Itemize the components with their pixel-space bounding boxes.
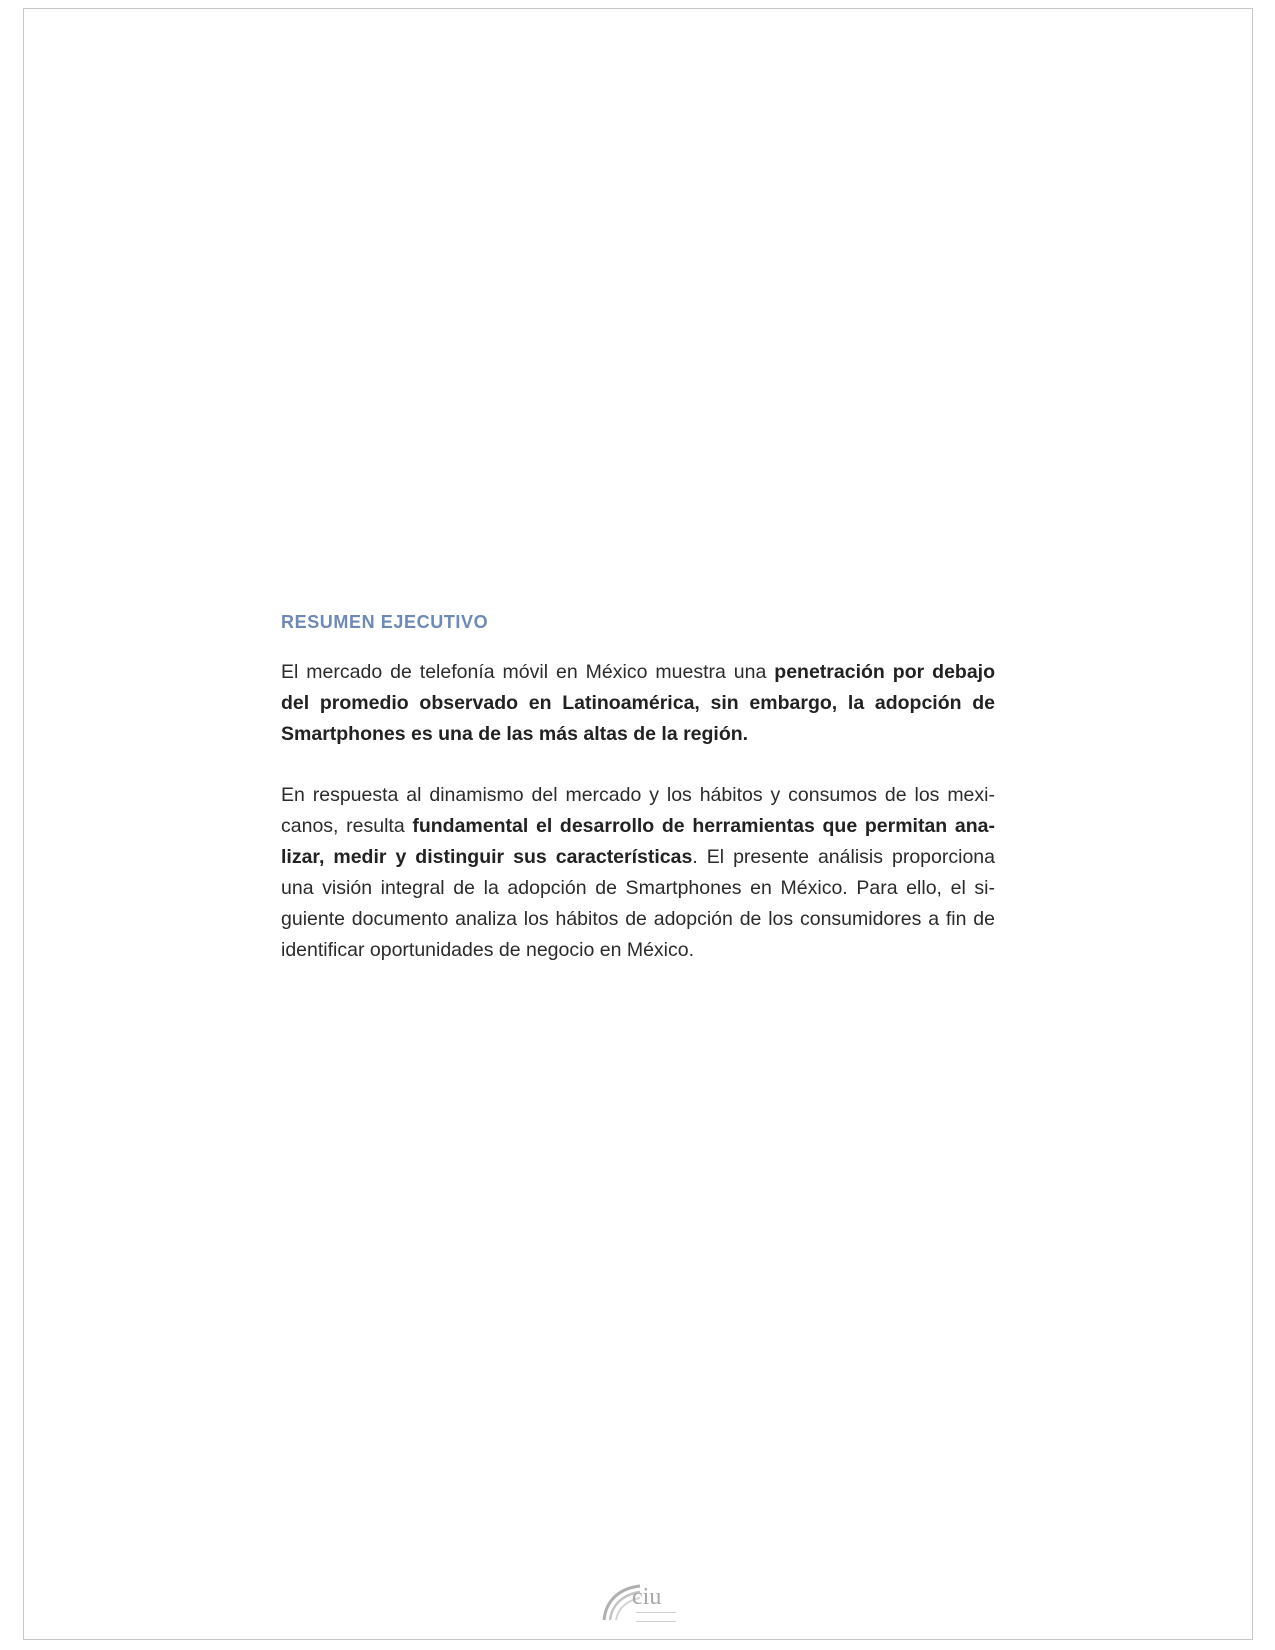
paragraph-analysis-purpose [281,780,995,966]
paragraph-bold-text: fundamental el desarrollo de herramientas que permitan analizar, medir y distinguir sus características [281,815,995,868]
section-heading: RESUMEN EJECUTIVO [281,612,489,632]
paragraph-text: El mercado de telefonía móvil en México muestra una [281,661,775,683]
logo-tagline-lines [636,1612,676,1622]
paragraph-bold-text: penetración por debajo del promedio observado en Latinoamérica, sin embargo, la adopción de Smartphones es una de las más altas de la región. [281,661,995,745]
logo-wordmark: ciu [632,1584,662,1610]
paragraph-text: En respuesta al dinamismo del mercado y los hábitos y consumos de los mexicanos, resulta [281,784,995,837]
paragraph-text: . El presente análisis proporciona una visión integral de la adopción de Smartphones en México. Para ello, el siguiente documento analiza los hábitos de adopción de los consumidores a fin de identificar oportunidades de negocio en México. [281,846,995,961]
paragraph-market-penetration [281,657,995,750]
ciu-logo [600,1582,680,1628]
executive-summary-section [281,612,995,996]
